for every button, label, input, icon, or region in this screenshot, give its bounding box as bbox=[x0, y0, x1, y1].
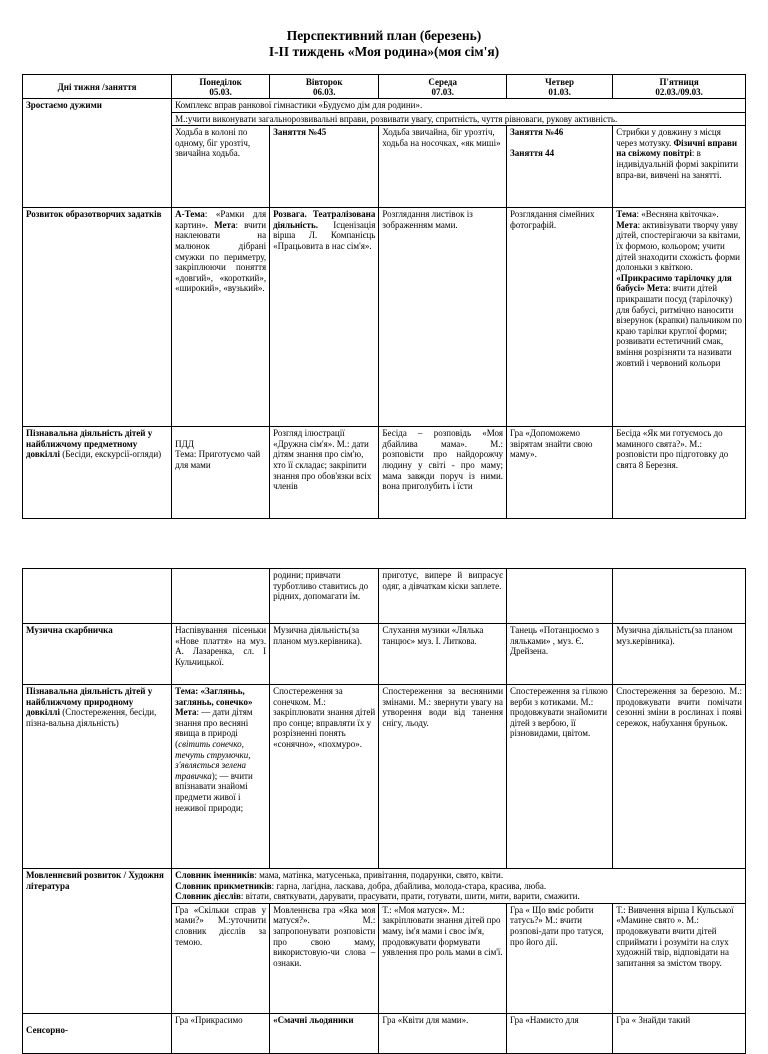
page-title: Перспективний план (березень) bbox=[286, 28, 482, 43]
row-label-cognitive-objects: Пізнавальна діяльність дітей у найближчому предметному довкіллі (Бесіди, екскурсії-огляди) bbox=[23, 427, 172, 519]
cell-physical-tue: Заняття №45 bbox=[270, 126, 379, 208]
table-row-continuation bbox=[23, 569, 746, 624]
cell-sensory-thu: Гра «Намисто для bbox=[507, 1013, 613, 1053]
cell-cognitive-objects-tue: Розгляд ілюстрації «Дружна сім'я». М.: дати дітям знання про сім'ю, хто її складає; закріпити знання про обов'язки всіх членів bbox=[270, 427, 379, 519]
header-wednesday: Середа 07.03. bbox=[379, 75, 507, 99]
cell-sensory-wed: Гра «Квіти для мами». bbox=[379, 1013, 507, 1053]
cell-cont-mon bbox=[172, 569, 270, 624]
cell-art-fri: Тема: «Весняна квіточка». Мета: активізувати творчу уяву дітей, спостерігаючи за квітами, їх формою, кольором; учити дітей знаходити схожість форми долоньки з квіткою. «Прикрасимо тарілочку для бабусі» Мета: вчити дітей прикрашати посуд (тарілочку) для бабусі, ритмічно наносити візерунок (крапки) пальчиком по краю тарілки круглої форми; розвивати естетичний смак, вміння розрізняти та називати жовтий і червоний кольори bbox=[613, 208, 746, 427]
cell-music-wed: Слухання музики «Лялька танцює» муз. І. Литкова. bbox=[379, 624, 507, 685]
cell-sensory-mon: Гра «Прикрасимо bbox=[172, 1013, 270, 1053]
cell-sensory-fri: Гра « Знайди такий bbox=[613, 1013, 746, 1053]
cell-cognitive-objects-fri: Бесіда «Як ми готуємось до маминого свята?». М.: розповісти про підготовку до свята 8 Березня. bbox=[613, 427, 746, 519]
cell-music-mon: Наспівування пісеньки «Нове плаття» на муз. А. Лазаренка, сл. І Кульчицької. bbox=[172, 624, 270, 685]
header-friday: П'ятниця 02.03./09.03. bbox=[613, 75, 746, 99]
cell-music-thu: Танець «Потанцюємо з ляльками» , муз. Є. Дрейзена. bbox=[507, 624, 613, 685]
header-thursday: Четвер 01.03. bbox=[507, 75, 613, 99]
row-label-sensory: Сенсорно- bbox=[23, 1013, 172, 1053]
cell-physical-mon: Ходьба в колоні по одному, біг урозтіч, звичайна ходьба. bbox=[172, 126, 270, 208]
cell-speech-tue: Мовленнєва гра «Яка моя матуся?». М.: запропонувати розповісти про свою маму, використовую-чи слова – ознаки. bbox=[270, 903, 379, 1013]
cell-physical-fri: Стрибки у довжину з місця через мотузку. Фізичні вправи на свіжому повітрі: в індивідуальній формі закріпити впра-ви, вивчені на занятті. bbox=[613, 126, 746, 208]
cell-nature-wed: Спостереження за весняними змінами. М.: звернути увагу на утворення води від танення снігу, льоду. bbox=[379, 685, 507, 869]
cell-cognitive-objects-wed: Бесіда – розповідь «Моя дбайлива мама». М.: розповісти про найдорожчу людину у світі - про маму; мама завжди поруч із ними. вона приголубить і їсти bbox=[379, 427, 507, 519]
row-label-cognitive-nature: Пізнавальна діяльність дітей у найближчому природному довкіллі (Спостереження, бесіди, пізна-вальна діяльність) bbox=[23, 685, 172, 869]
table-row-music bbox=[23, 624, 746, 685]
header-monday: Понеділок 05.03. bbox=[172, 75, 270, 99]
row-label-music: Музична скарбничка bbox=[23, 624, 172, 685]
cell-speech-wed: Т.: «Моя матуся». М.: закріплювати знання дітей про маму, ім'я мами і своє ім'я, продовжувати формувати уявлення про роль мами в сім'ї. bbox=[379, 903, 507, 1013]
table-row-speech bbox=[23, 869, 746, 904]
row-label-art: Розвиток образотворчих задатків bbox=[23, 208, 172, 427]
cell-cognitive-objects-thu: Гра «Допоможемо звірятам знайти свою маму». bbox=[507, 427, 613, 519]
cell-cont-thu bbox=[507, 569, 613, 624]
table-row-cognitive-nature bbox=[23, 685, 746, 869]
cell-cont-tue: родини; привчати турботливо ставитись до рідних, допомагати їм. bbox=[270, 569, 379, 624]
table-row-physical bbox=[23, 99, 746, 113]
row-label-speech: Мовленнєвий розвиток / Художня література bbox=[23, 869, 172, 1014]
table-header-row bbox=[23, 75, 746, 99]
cell-music-fri: Музична діяльність(за планом муз.керівника). bbox=[613, 624, 746, 685]
cell-art-mon: А-Тема: «Рамки для картин». Мета: вчити наклеювати на малюнок дібрані смужки по периметру, закріплюючи поняття «довгий», «короткий», «широкий», «вузький». bbox=[172, 208, 270, 427]
cell-sensory-tue: «Смачні льодяники bbox=[270, 1013, 379, 1053]
cell-cont-wed: приготує, випере й випрасує одяг, а дівчаткам кіски заплете. bbox=[379, 569, 507, 624]
header-days-label: Дні тижня /заняття bbox=[23, 75, 172, 99]
plan-table-page-2 bbox=[22, 568, 746, 1054]
gymnastics-complex: Комплекс вправ ранкової гімнастики «Будуємо дім для родини». bbox=[172, 99, 746, 113]
cell-cont-label bbox=[23, 569, 172, 624]
cell-art-wed: Розглядання листівок із зображенням мами. bbox=[379, 208, 507, 427]
table-row-sensory bbox=[23, 1013, 746, 1053]
table-row-cognitive-objects bbox=[23, 427, 746, 519]
cell-speech-thu: Гра « Що вміє робити татусь?» М.: вчити розпові-дати про татуся, про його дії. bbox=[507, 903, 613, 1013]
cell-music-tue: Музична діяльність(за планом муз.керівника). bbox=[270, 624, 379, 685]
plan-table-page-1 bbox=[22, 74, 746, 519]
cell-art-thu: Розглядання сімейних фотографій. bbox=[507, 208, 613, 427]
cell-cont-fri bbox=[613, 569, 746, 624]
row-label-physical: Зростаємо дужими bbox=[23, 99, 172, 208]
cell-physical-wed: Ходьба звичайна, біг урозтіч, ходьба на носочках, «як миші» bbox=[379, 126, 507, 208]
cell-cognitive-objects-mon: ПДД Тема: Приготуємо чай для мами bbox=[172, 427, 270, 519]
cell-nature-mon: Тема: «Загляньь, загляньь, сонечко» Мета: — дати дітям знання про весняні явища в природі (світить сонечко, течуть струмочки, з'являється зелена травичка); — вчити впізнавати знайомі предмети живої і неживої природи; bbox=[172, 685, 270, 869]
cell-nature-tue: Спостереження за сонечком. М.: закріплювати знання дітей про сонце; вправляти їх у розрізненні понять «сонячно», «похмуро». bbox=[270, 685, 379, 869]
cell-nature-fri: Спостереження за березою. М.: продовжувати вчити помічати сезонні зміни в рослинах і появі сережок, набухання бруньок. bbox=[613, 685, 746, 869]
cell-nature-thu: Спостереження за гілкою верби з котиками. М.: продовжувати знайомити дітей з вербою, її різновидами, цвітом. bbox=[507, 685, 613, 869]
page-subtitle: І-ІІ тиждень «Моя родина»(моя сім'я) bbox=[268, 44, 500, 59]
cell-art-tue: Розвага. Театралізована діяльність. Ісценізація вірша Л. Компанієць «Працьовита в нас сім'я». bbox=[270, 208, 379, 427]
gymnastics-aim: М.:учити виконувати загальнорозвивальні вправи, розвивати увагу, спритність, чуття рівноваги, рукову активність. bbox=[172, 112, 746, 126]
cell-speech-mon: Гра «Скільки справ у мами?» М.:уточнити словник дієслів за темою. bbox=[172, 903, 270, 1013]
cell-physical-thu: Заняття №46 Заняття 44 bbox=[507, 126, 613, 208]
cell-speech-vocabulary: Словник іменників: мама, матінка, матусенька, привітання, подарунки, свято, квіти. Словник прикметників: гарна, лагідна, ласкава, добра, дбайлива, молода-стара, красива, люба. Словник дієслів: вітати, святкувати, дарувати, прасувати, прати, готувати, шити, мити, варити, смажити. bbox=[172, 869, 746, 904]
cell-speech-fri: Т.: Вивчення вірша І Кульської «Мамине свято ». М.: продовжувати вчити дітей сприймати і розуміти на слух художній твір, відповідати на запитання за змістом твору. bbox=[613, 903, 746, 1013]
header-tuesday: Вівторок 06.03. bbox=[270, 75, 379, 99]
table-row-art bbox=[23, 208, 746, 427]
